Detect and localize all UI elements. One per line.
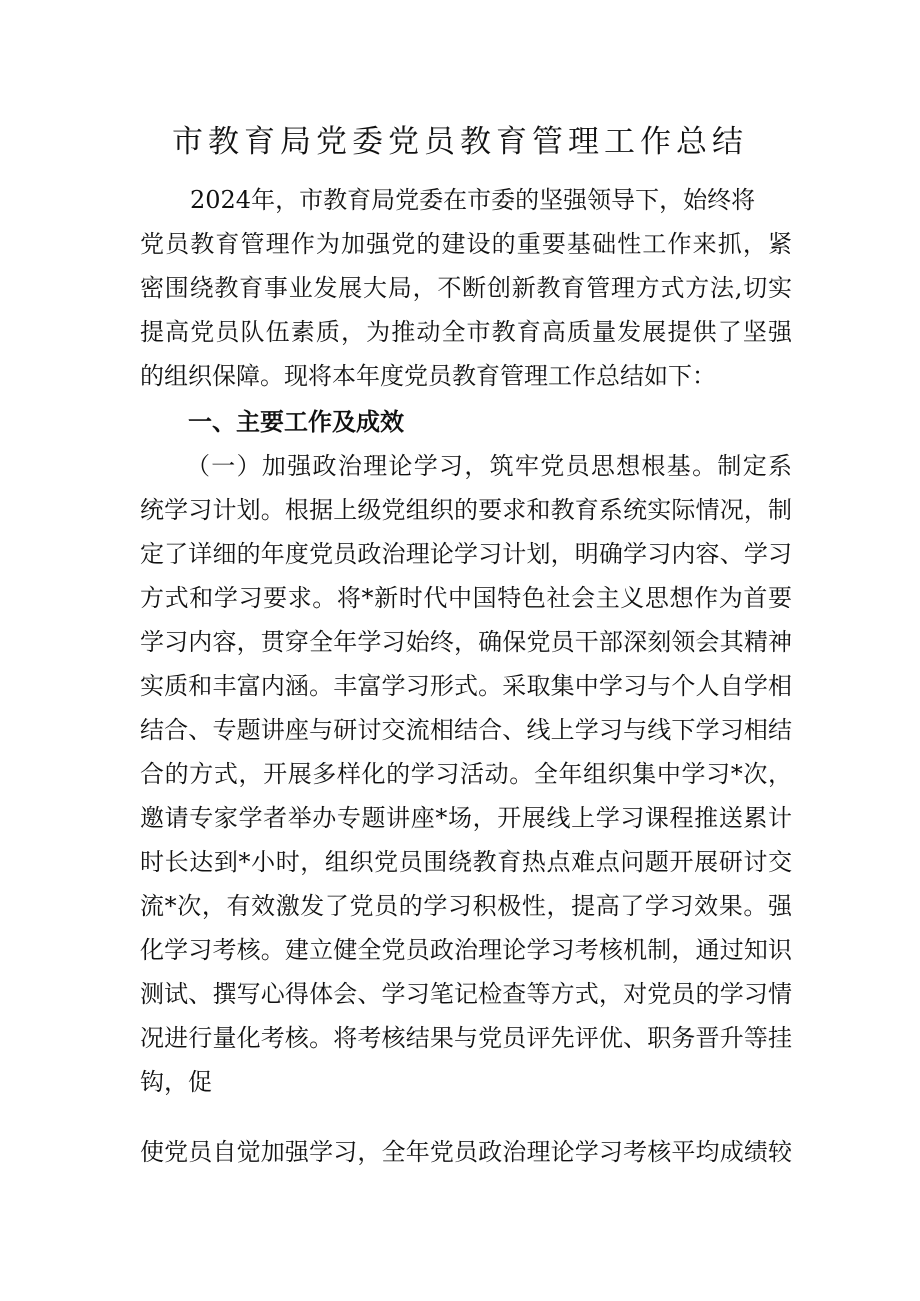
section1-line-2: 统学习计划。根据上级党组织的要求和教育系统实际情况，制 bbox=[140, 496, 792, 524]
continuation-line: 使党员自觉加强学习，全年党员政治理论学习考核平均成绩较 bbox=[140, 1138, 792, 1166]
section1-line-3: 定了详细的年度党员政治理论学习计划，明确学习内容、学习 bbox=[140, 540, 792, 568]
section1-line-15: 钩，促 bbox=[140, 1068, 212, 1096]
section1-line-6: 实质和丰富内涵。丰富学习形式。采取集中学习与个人自学相 bbox=[140, 672, 792, 700]
intro-line-2: 党员教育管理作为加强党的建设的重要基础性工作来抓，紧 bbox=[140, 230, 792, 258]
section-heading: 一、主要工作及成效 bbox=[188, 408, 404, 436]
section1-line-4: 方式和学习要求。将*新时代中国特色社会主义思想作为首要 bbox=[140, 584, 792, 612]
section1-line-12: 化学习考核。建立健全党员政治理论学习考核机制，通过知识 bbox=[140, 936, 792, 964]
section1-line-1: （一）加强政治理论学习，筑牢党员思想根基。制定系 bbox=[186, 452, 792, 480]
section1-line-10: 时长达到*小时，组织党员围绕教育热点难点问题开展研讨交 bbox=[140, 848, 792, 876]
intro-line-1: 2024年，市教育局党委在市委的坚强领导下，始终将 bbox=[190, 186, 756, 214]
section1-line-9: 邀请专家学者举办专题讲座*场，开展线上学习课程推送累计 bbox=[140, 804, 792, 832]
intro-line-5: 的组织保障。现将本年度党员教育管理工作总结如下： bbox=[140, 362, 716, 390]
section1-line-13: 测试、撰写心得体会、学习笔记检查等方式，对党员的学习情 bbox=[140, 980, 792, 1008]
section1-line-7: 结合、专题讲座与研讨交流相结合、线上学习与线下学习相结 bbox=[140, 716, 792, 744]
document-title: 市教育局党委党员教育管理工作总结 bbox=[172, 124, 748, 160]
section1-line-14: 况进行量化考核。将考核结果与党员评先评优、职务晋升等挂 bbox=[140, 1024, 792, 1052]
section1-line-5: 学习内容，贯穿全年学习始终，确保党员干部深刻领会其精神 bbox=[140, 628, 792, 656]
intro-line-3: 密围绕教育事业发展大局，不断创新教育管理方式方法,切实 bbox=[140, 274, 792, 302]
section1-line-8: 合的方式，开展多样化的学习活动。全年组织集中学习*次， bbox=[140, 760, 792, 788]
intro-line-4: 提高党员队伍素质，为推动全市教育高质量发展提供了坚强 bbox=[140, 318, 792, 346]
section1-line-11: 流*次，有效激发了党员的学习积极性，提高了学习效果。强 bbox=[140, 892, 792, 920]
